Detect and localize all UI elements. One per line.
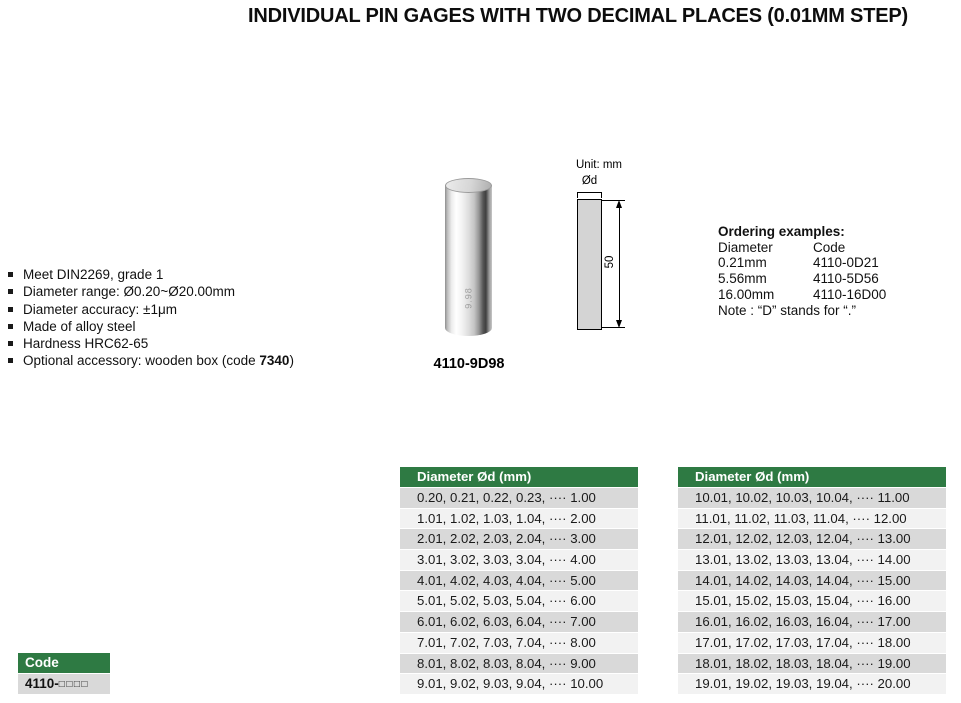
table-header: Diameter Ød (mm) — [678, 467, 946, 487]
bullet-square-icon — [8, 289, 13, 294]
dimension-tick — [601, 192, 602, 198]
code-prefix: 4110- — [25, 676, 59, 691]
ordering-examples — [718, 224, 886, 318]
bullet-square-icon — [8, 307, 13, 312]
ordering-code: 4110-5D56 — [813, 271, 879, 287]
diameter-table-left — [400, 467, 638, 695]
table-row: 16.01, 16.02, 16.03, 16.04, ···· 17.00 — [678, 612, 946, 633]
ordering-col-diameter: Diameter — [718, 239, 773, 255]
pin-cylinder-top — [445, 178, 492, 193]
arrow-up-icon — [616, 200, 622, 208]
table-row: 11.01, 11.02, 11.03, 11.04, ···· 12.00 — [678, 509, 946, 530]
pin-outline-drawing — [577, 199, 602, 330]
ordering-row — [718, 255, 886, 271]
bullet-square-icon — [8, 324, 13, 329]
feature-item — [8, 318, 294, 335]
table-row: 5.01, 5.02, 5.03, 5.04, ···· 6.00 — [400, 591, 638, 612]
feature-item — [8, 335, 294, 352]
page-title: INDIVIDUAL PIN GAGES WITH TWO DECIMAL PLACES (0.01MM STEP) — [248, 5, 908, 27]
ordering-row — [718, 287, 886, 303]
pin-engraving-text: 9.98 — [463, 287, 474, 309]
unit-label: Unit: mm — [576, 159, 622, 171]
table-row: 19.01, 19.02, 19.03, 19.04, ···· 20.00 — [678, 674, 946, 695]
diameter-table-right — [678, 467, 946, 695]
table-row: 2.01, 2.02, 2.03, 2.04, ···· 3.00 — [400, 529, 638, 550]
feature-item — [8, 352, 294, 369]
ordering-diameter: 16.00mm — [718, 286, 775, 302]
ordering-code: 4110-16D00 — [813, 286, 887, 302]
table-row: 3.01, 3.02, 3.03, 3.04, ···· 4.00 — [400, 550, 638, 571]
table-row: 13.01, 13.02, 13.03, 13.04, ···· 14.00 — [678, 550, 946, 571]
table-row: 1.01, 1.02, 1.03, 1.04, ···· 2.00 — [400, 509, 638, 530]
table-row: 6.01, 6.02, 6.03, 6.04, ···· 7.00 — [400, 612, 638, 633]
table-row: 0.20, 0.21, 0.22, 0.23, ···· 1.00 — [400, 488, 638, 509]
ordering-note: Note : “D” stands for “.” — [718, 302, 857, 318]
table-row: 9.01, 9.02, 9.03, 9.04, ···· 10.00 — [400, 674, 638, 695]
dimension-tick — [577, 192, 578, 198]
code-value — [18, 674, 110, 694]
pin-gage-image — [445, 178, 492, 336]
bullet-square-icon — [8, 272, 13, 277]
length-dimension-label: 50 — [604, 255, 616, 269]
feature-text: Made of alloy steel — [23, 318, 136, 334]
bullet-square-icon — [8, 358, 13, 363]
code-block — [18, 653, 110, 694]
bullet-square-icon — [8, 341, 13, 346]
feature-list — [8, 266, 294, 370]
code-header: Code — [18, 653, 110, 673]
feature-text: Meet DIN2269, grade 1 — [23, 267, 164, 282]
table-header: Diameter Ød (mm) — [400, 467, 638, 487]
feature-item — [8, 266, 294, 283]
ordering-row — [718, 271, 886, 287]
ordering-diameter: 0.21mm — [718, 255, 767, 271]
ordering-title: Ordering examples: — [718, 224, 845, 239]
table-row: 12.01, 12.02, 12.03, 12.04, ···· 13.00 — [678, 529, 946, 550]
code-placeholder-boxes: □□□□ — [58, 679, 89, 690]
diameter-dimension-line — [577, 192, 602, 193]
table-row: 8.01, 8.02, 8.03, 8.04, ···· 9.00 — [400, 654, 638, 675]
feature-item — [8, 301, 294, 318]
ordering-col-code: Code — [813, 239, 846, 255]
feature-text-bold: 7340 — [259, 353, 290, 369]
feature-item — [8, 283, 294, 300]
table-row: 4.01, 4.02, 4.03, 4.04, ···· 5.00 — [400, 571, 638, 592]
arrow-down-icon — [616, 320, 622, 328]
table-row: 14.01, 14.02, 14.03, 14.04, ···· 15.00 — [678, 571, 946, 592]
table-row: 10.01, 10.02, 10.03, 10.04, ···· 11.00 — [678, 488, 946, 509]
table-row: 17.01, 17.02, 17.03, 17.04, ···· 18.00 — [678, 633, 946, 654]
ordering-column-headers — [718, 240, 886, 256]
ordering-diameter: 5.56mm — [718, 271, 767, 287]
product-model-label: 4110-9D98 — [433, 356, 505, 372]
feature-text: Diameter accuracy: ±1μm — [23, 301, 177, 317]
table-row: 15.01, 15.02, 15.03, 15.04, ···· 16.00 — [678, 591, 946, 612]
length-dimension-line — [619, 206, 620, 322]
feature-text: Optional accessory: wooden box (code — [23, 353, 260, 369]
table-row: 7.01, 7.02, 7.03, 7.04, ···· 8.00 — [400, 633, 638, 654]
feature-text: Diameter range: Ø0.20~Ø20.00mm — [23, 284, 235, 300]
ordering-code: 4110-0D21 — [813, 255, 879, 271]
feature-text: ) — [289, 353, 294, 369]
feature-text: Hardness HRC62-65 — [23, 336, 149, 352]
diameter-dimension-label: Ød — [581, 175, 598, 187]
table-row: 18.01, 18.02, 18.03, 18.04, ···· 19.00 — [678, 654, 946, 675]
